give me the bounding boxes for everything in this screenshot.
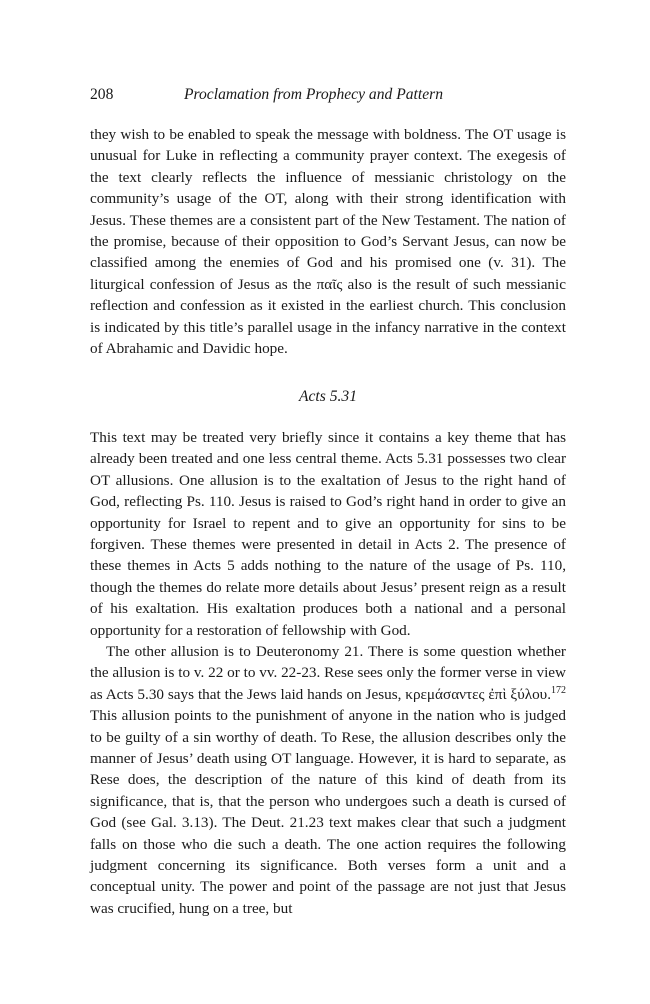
body-paragraph: This text may be treated very briefly since it contains a key theme that has already been treated and one less central theme. Acts 5.31 possesses two clear OT allusions. One allusion is to the exaltation of Jesus to the right hand of God, reflecting Ps. 110. Jesus is raised to God’s right hand in order to give an opportunity for Israel to repent and to give an opportunity for sins to be forgiven. These themes were presented in detail in Acts 2. The presence of these themes in Acts 5 adds nothing to the nature of the usage of Ps. 110, though the themes do relate more details about Jesus’ present reign as a result of his exaltation. His exaltation produces both a national and a personal opportunity for a restoration of fellowship with God. — [90, 428, 566, 639]
book-page — [90, 84, 566, 919]
footnote-marker[interactable]: 172 — [551, 684, 566, 696]
body-paragraph: they wish to be enabled to speak the message with boldness. The OT usage is unusual for Luke in reflecting a community prayer context. The exegesis of the text clearly reflects the influence of messianic christology on the community’s usage of the OT, along with their strong identification with Jesus. These themes are a consistent part of the New Testament. The nation of the promise, because of their opposition to God’s Servant Jesus, can now be classified among the enemies of God and his promised one (v. 31). The liturgical confession of Jesus as the παῖς also is the result of such messianic reflection and confession as it existed in the earliest church. This conclusion is indicated by this title’s parallel usage in the infancy narrative in the context of Abrahamic and Davidic hope. — [90, 126, 566, 358]
paragraph-text: This allusion points to the punishment of anyone in the nation who is judged to be guilty of a sin worthy of death. To Rese, the allusion describes only the manner of Jesus’ death using OT language. However, it is hard to separate, as Rese does, the description of the nature of this kind of death from its significance, that is, that the person who undergoes such a death is cursed of God (see Gal. 3.13). The Deut. 21.23 text makes clear that such a judgment falls on those who die such a death. The one action requires the following judgment concerning its significance. Both verses form a unit and a conceptual unity. The power and point of the passage are not just that Jesus was crucified, hung on a tree, but — [90, 707, 566, 917]
paragraph-text: The other allusion is to Deuteronomy 21. There is some question whether the allusion is to v. 22 or to vv. 22-23. Rese sees only the former verse in view as Acts 5.30 says that the Jews laid hands on Jesus, κρεμάσαντες ἐπὶ ξύλου. — [90, 642, 566, 703]
body-paragraph — [90, 641, 566, 919]
page-number: 208 — [90, 86, 114, 103]
running-head — [90, 84, 566, 106]
section-heading: Acts 5.31 — [298, 388, 358, 406]
running-title: Proclamation from Prophecy and Pattern — [184, 86, 443, 103]
